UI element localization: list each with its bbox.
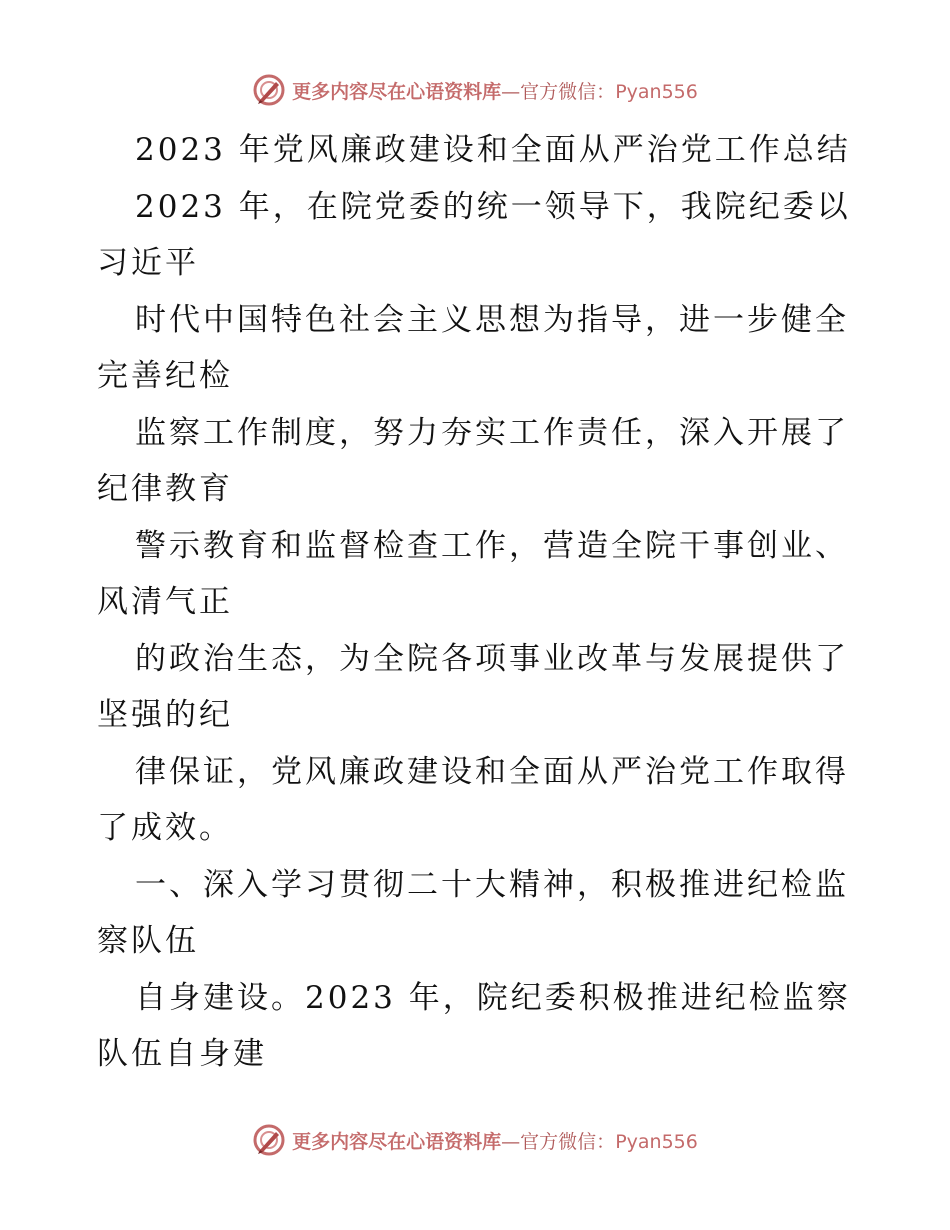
watermark-footer: [0, 1120, 950, 1160]
text-line: 的政治生态，为全院各项事业改革与发展提供了: [135, 640, 849, 677]
pen-logo-icon: [252, 73, 286, 107]
watermark-text: [292, 77, 698, 104]
pen-logo-icon: [252, 1123, 286, 1157]
watermark-brand: 更多内容尽在心语资料库: [292, 80, 502, 103]
watermark-text: [292, 1127, 698, 1154]
text-line: 纪律教育: [97, 471, 233, 507]
text-line: 习近平: [97, 245, 199, 281]
watermark-wechat-id: Pyan556: [615, 80, 698, 103]
text-line: 自身建设。2023 年，院纪委积极推进纪检监察: [135, 979, 851, 1016]
section-heading: 一、深入学习贯彻二十大精神，积极推进纪检监: [135, 866, 849, 903]
document-body: [97, 122, 857, 1083]
document-title: 2023 年党风廉政建设和全面从严治党工作总结: [135, 132, 851, 168]
watermark-header: [0, 70, 950, 110]
text-line: 风清气正: [97, 584, 233, 620]
watermark-brand: 更多内容尽在心语资料库: [292, 1130, 502, 1153]
text-line: 察队伍: [97, 923, 199, 959]
watermark-dash: —: [501, 1130, 521, 1153]
watermark-dash: —: [501, 80, 521, 103]
text-line: 了成效。: [97, 810, 233, 846]
text-line: 坚强的纪: [97, 697, 233, 733]
watermark-wechat-id: Pyan556: [615, 1130, 698, 1153]
text-line: 时代中国特色社会主义思想为指导，进一步健全: [135, 301, 849, 338]
text-line: 完善纪检: [97, 358, 233, 394]
text-line: 警示教育和监督检查工作，营造全院干事创业、: [135, 527, 849, 564]
text-line: 2023 年，在院党委的统一领导下，我院纪委以: [135, 188, 851, 225]
watermark-label: 官方微信：: [520, 1130, 616, 1153]
text-line: 监察工作制度，努力夯实工作责任，深入开展了: [135, 414, 849, 451]
text-line: 律保证，党风廉政建设和全面从严治党工作取得: [135, 753, 849, 790]
watermark-label: 官方微信：: [520, 80, 616, 103]
text-line: 队伍自身建: [97, 1036, 267, 1072]
